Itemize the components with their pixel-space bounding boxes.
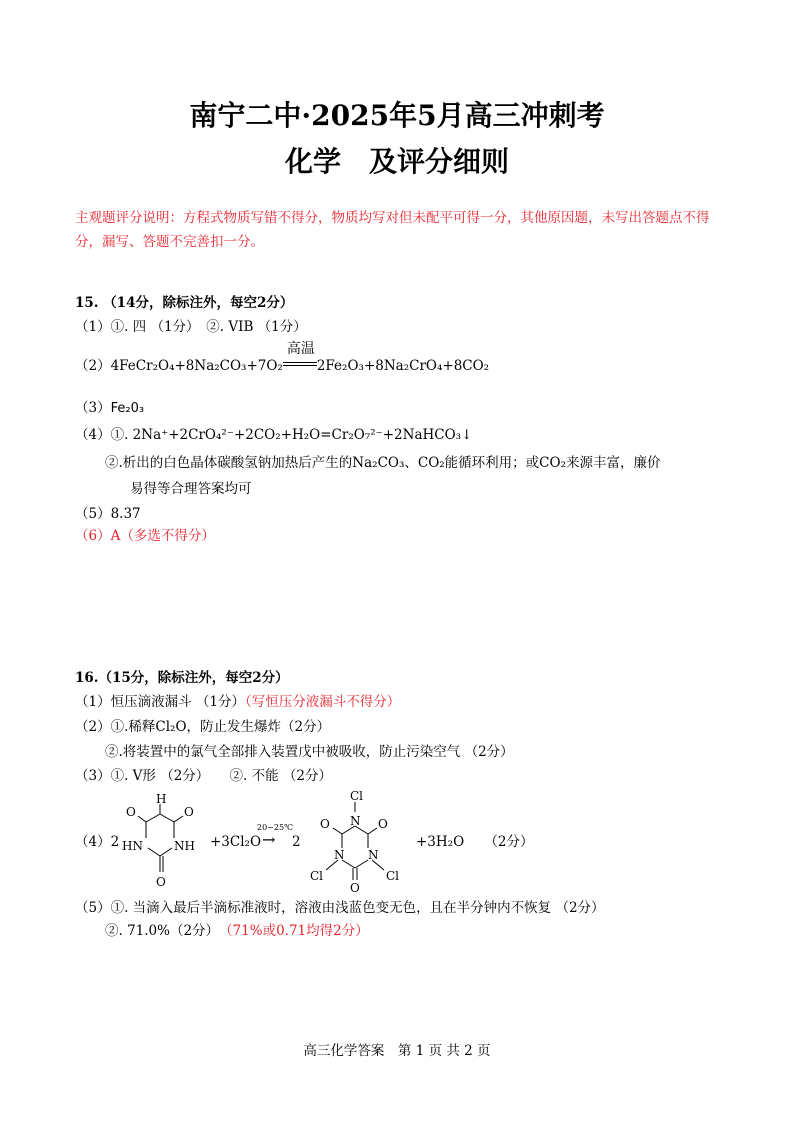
q15-answer-3 [75,398,144,419]
q16-header: 16.（15分，除标注外，每空2分） [75,670,289,686]
q16-answer-5-1: （5）①. 当滴入最后半滴标准液时，溶液由浅蓝色变无色，且在半分钟内不恢复 （2分） [75,900,605,916]
q16-answer-2-2: ②.将装置中的氯气全部排入装置戊中被吸收，防止污染空气 （2分） [105,744,514,760]
mol2-o-right: O [378,817,388,831]
q15-answer-2-prefix: （2） [75,358,111,374]
q16-answer-4-prefix: （4）2 [75,834,120,850]
mol2-n-right: N [368,848,379,862]
mol2-n-left: N [334,848,345,862]
q16-answer-5-2 [105,921,369,941]
q15-answer-2 [75,341,490,376]
q16-answer-2-1: （2）①.稀释Cl₂O，防止发生爆炸（2分） [75,719,331,735]
q16-answer-1-note: （写恒压分液漏斗不得分） [244,694,401,710]
mol1-h: H [156,792,167,806]
q15-answer-3-formula: Fe₂0₃ [110,401,145,416]
reaction-arrow-icon: → [262,830,276,849]
mol2-o-bottom: O [350,881,360,894]
q16-answer-1 [75,692,400,712]
q16-answer-4-reagent: +3Cl₂O [210,834,262,850]
mol2-cl-left: Cl [310,869,324,883]
mol1-o-bottom: O [156,875,166,889]
page-footer: 高三化学答案 第 1 页 共 2 页 [303,1043,491,1059]
q16-answer-4-product: +3H₂O （2分） [416,834,534,850]
q16-answer-1-main: （1）恒压滴液漏斗 （1分） [75,694,245,710]
mol1-nh: NH [174,839,195,853]
q15-equation-left: 4FeCr₂O₄+8Na₂CO₃+7O₂ [110,358,283,374]
page-subtitle [0,142,794,182]
page-title: 南宁二中·2025年5月高三冲刺考 [189,99,605,132]
mol2-n-top: N [350,814,361,828]
q15-answer-3-prefix: （3） [75,400,111,416]
q16-answer-4-coef: 2 [292,834,301,850]
q15-answer-4-2b: 易得等合理答案均可 [130,481,252,497]
mol1-o-left: O [126,805,136,819]
reaction-condition: 高温 [286,341,315,357]
q15-answer-5: （5）8.37 [75,506,141,522]
q16-answer-4-condition: 20~25℃ [257,823,294,832]
q16-answer-5-2-note: （71%或0.71均得2分） [225,923,369,939]
mol1-o-right: O [184,805,194,819]
mol2-o-left: O [320,817,330,831]
q15-answer-4-1: （4）①. 2Na⁺+2CrO₄²⁻+2CO₂+H₂O=Cr₂O₇²⁻+2NaHCO₃↓ [75,427,473,443]
q15-answer-1: （1）①. 四 （1分） ②. VIB （1分） [75,319,307,335]
cyanuric-acid-structure [112,790,212,892]
equals-arrow [283,341,317,371]
q15-answer-6: （6）A（多选不得分） [75,528,215,544]
mol1-hn: HN [122,839,143,853]
trichloroisocyanuric-acid-structure [300,784,412,894]
q15-answer-4-2a: ②.析出的白色晶体碳酸氢钠加热后产生的Na₂CO₃、CO₂能循环利用；或CO₂来源丰富，廉价 [105,455,661,471]
subtitle-rubric: 及评分细则 [369,145,510,178]
mol2-cl-right: Cl [386,869,400,883]
mol2-cl-top: Cl [350,789,364,803]
q15-equation-right: 2Fe₂O₃+8Na₂CrO₄+8CO₂ [316,358,490,374]
q15-header: 15. （14分，除标注外，每空2分） [75,295,294,311]
q16-answer-5-2-main: ②. 71.0%（2分） [105,923,213,939]
grading-note: 主观题评分说明：方程式物质写错不得分，物质均写对但未配平可得一分，其他原因题，未写出答题点不得分，漏写、答题不完善扣一分。 [75,210,710,250]
subtitle-subject: 化学 [284,145,341,178]
q16-answer-3: （3）①. V形 （2分） ②. 不能 （2分） [75,768,333,784]
